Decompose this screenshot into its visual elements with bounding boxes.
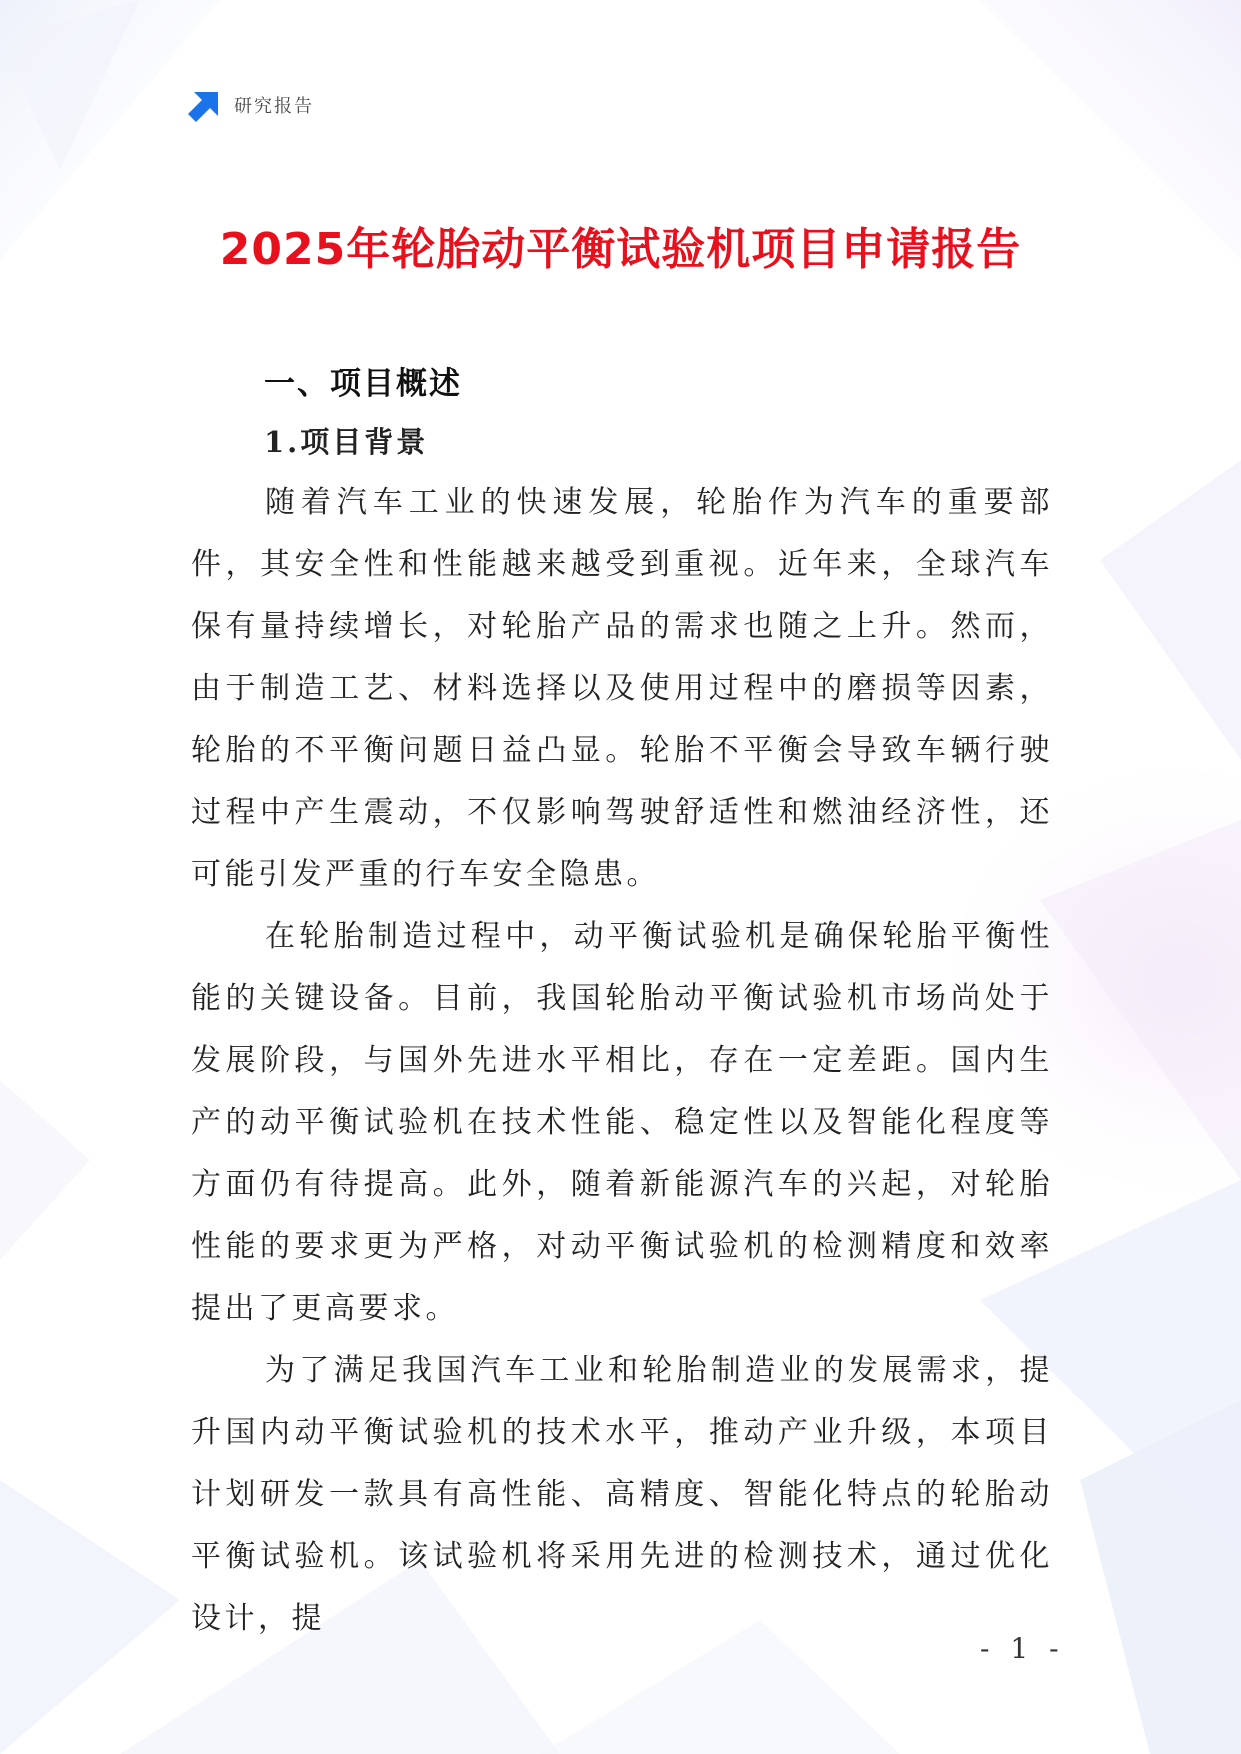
arrow-up-right-icon (188, 88, 222, 122)
document-title: 2025年轮胎动平衡试验机项目申请报告 (219, 224, 1022, 275)
paragraph: 在轮胎制造过程中，动平衡试验机是确保轮胎平衡性能的关键设备。目前，我国轮胎动平衡试验机市场尚处于发展阶段，与国外先进水平相比，存在一定差距。国内生产的动平衡试验机在技术性能、稳定性以及智能化程度等方面仍有待提高。此外，随着新能源汽车的兴起，对轮胎性能的要求更为严格，对动平衡试验机的检测精度和效率提出了更高要求。 (191, 919, 1053, 1326)
section-heading: 一、项目概述 (264, 366, 462, 402)
header-label: 研究报告 (234, 96, 314, 117)
report-header (188, 88, 314, 122)
paragraph: 为了满足我国汽车工业和轮胎制造业的发展需求，提升国内动平衡试验机的技术水平，推动产业升级，本项目计划研发一款具有高性能、高精度、智能化特点的轮胎动平衡试验机。该试验机将采用先进的检测技术，通过优化设计，提 (191, 1353, 1053, 1636)
body-text (191, 472, 1053, 1650)
sub-heading: 1.项目背景 (264, 425, 429, 459)
page-number: - 1 - (980, 1632, 1065, 1665)
paragraph: 随着汽车工业的快速发展，轮胎作为汽车的重要部件，其安全性和性能越来越受到重视。近年来，全球汽车保有量持续增长，对轮胎产品的需求也随之上升。然而，由于制造工艺、材料选择以及使用过程中的磨损等因素，轮胎的不平衡问题日益凸显。轮胎不平衡会导致车辆行驶过程中产生震动，不仅影响驾驶舒适性和燃油经济性，还可能引发严重的行车安全隐患。 (191, 485, 1053, 892)
